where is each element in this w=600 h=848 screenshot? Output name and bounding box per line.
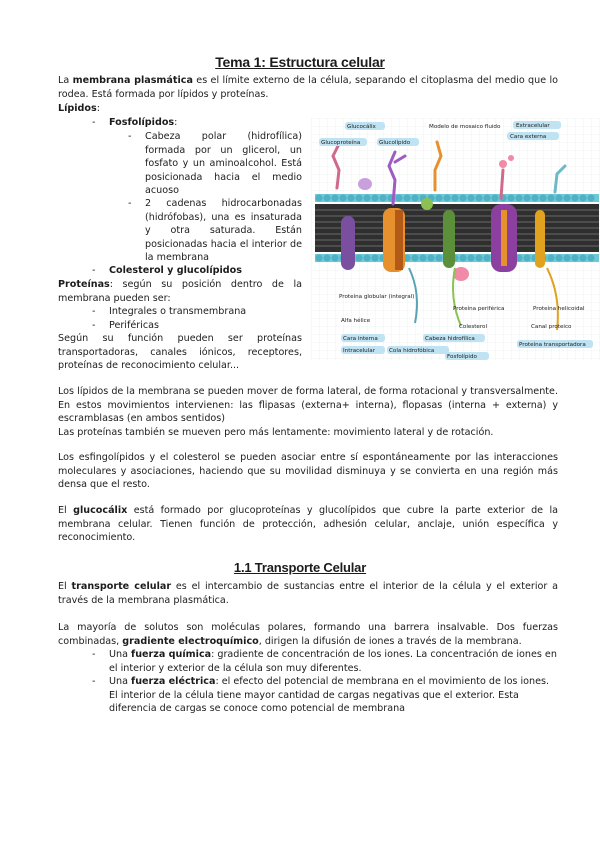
- proteinas-paragraph: [58, 278, 302, 305]
- glucocalix-paragraph: [58, 504, 558, 545]
- fosfolipidos-label-text: Fosfolípidos: [109, 117, 175, 128]
- section-title: 1.1 Transporte Celular: [233, 560, 367, 575]
- fuerza-rest: : el efecto del potencial de membrana en el movimiento de los iones. El interior de la célula tiene mayor cantidad de cargas negativas que el exterior. Esta diferencia de cargas se conoce como potencial de membrana: [109, 676, 550, 715]
- movimiento-paragraph: Los lípidos de la membrana se pueden mover de forma lateral, de forma rotacional y transversalmente. En estos movimientos intervienen: las flipasas (externa+ interna), flopasas (interna + externa) y escramblasas (en ambos sentidos): [58, 386, 558, 425]
- bullet-dash: -: [92, 265, 96, 276]
- fuerza-prefix: Una: [109, 649, 132, 660]
- glucocalix-prefix: El: [58, 505, 74, 516]
- bullet-dash: -: [92, 676, 96, 687]
- bullet-dash: -: [92, 320, 96, 331]
- fuerza-bold: fuerza química: [131, 649, 212, 660]
- bullet-dash: -: [128, 131, 132, 142]
- label-transportadora: Proteína transportadora: [519, 342, 586, 348]
- peripheral-protein-top: [358, 178, 372, 190]
- label-glucoproteina: Glucoproteína: [321, 140, 361, 146]
- intro-bold: membrana plasmática: [72, 75, 193, 86]
- intro-rest: es el límite externo de la célula, separando el citoplasma del medio que lo rodea. Está formada por lípidos y proteínas.: [58, 75, 559, 100]
- transporte-rest: es el intercambio de sustancias entre el interior de la célula y el exterior a través de la membrana plasmática.: [58, 581, 559, 606]
- label-proteina-helicoidal: Proteína helicoidal: [533, 306, 585, 312]
- transporte-paragraph: [58, 580, 558, 607]
- glucocalix-bold: glucocálix: [73, 505, 128, 516]
- bullet-dash: -: [92, 117, 96, 128]
- bullet-dash: -: [92, 306, 96, 317]
- proteina-item: Integrales o transmembrana: [109, 306, 247, 317]
- protein-channel-pore: [501, 210, 507, 266]
- lipid-bilayer: [315, 194, 599, 262]
- label-cara-interna: Cara interna: [343, 336, 378, 342]
- solutos-bold: gradiente electroquímico: [122, 635, 259, 647]
- intro-prefix: La: [58, 75, 73, 86]
- lipidos-colon: :: [96, 103, 100, 114]
- proteina-item: Periféricas: [109, 320, 159, 331]
- label-alfa-helice: Alfa hélice: [341, 318, 371, 324]
- fuerza-electrica-item: [109, 675, 559, 716]
- label-glucocalix: Glucocálix: [347, 124, 376, 130]
- solutos-rest: , dirigen la difusión de iones a través de la membrana.: [258, 635, 522, 647]
- colesterol-label: [109, 264, 242, 278]
- intro-paragraph: [58, 74, 558, 101]
- fosfolipidos-colon: :: [174, 117, 178, 128]
- transporte-bold: transporte celular: [71, 581, 172, 592]
- label-cara-externa: Cara externa: [510, 134, 547, 140]
- bullet-dash: -: [128, 198, 132, 209]
- lipidos-heading: [58, 102, 100, 116]
- membrane-figure: [311, 118, 600, 361]
- fuerza-rest: : gradiente de concentración de los iones. La concentración de iones en el interior y exterior de la célula son muy diferentes.: [109, 649, 557, 674]
- protein-purple-left: [341, 216, 355, 270]
- fosfolipido-item-head: Cabeza polar (hidrofílica) formada por un glicerol, un fosfato y un aminoalcohol. Está posicionada hacia el medio acuoso: [145, 131, 302, 197]
- cholesterol-mark: [421, 198, 433, 210]
- label-modelo: Modelo de mosaico fluido: [429, 124, 501, 130]
- label-fosfolipido: Fosfolípido: [447, 354, 477, 360]
- fuerza-bold: fuerza eléctrica: [131, 676, 216, 687]
- fuerza-prefix: Una: [109, 676, 132, 687]
- movimiento-proteinas: Las proteínas también se mueven pero más lentamente: movimiento lateral y de rotación.: [58, 427, 494, 438]
- label-cabeza: Cabeza hidrofílica: [425, 336, 475, 342]
- label-colesterol: Colesterol: [459, 324, 488, 330]
- colesterol-label-text: Colesterol y glucolípidos: [109, 265, 242, 276]
- solutos-text: La mayoría de solutos son moléculas polares, formando una barrera insalvable. Dos fuerzas combinadas,: [58, 622, 558, 647]
- fosfolipidos-label: [109, 116, 177, 130]
- label-glucolipido: Glucolípido: [379, 140, 411, 146]
- label-extracelular: Extracelular: [516, 123, 550, 129]
- lipidos-heading-text: Lípidos: [58, 103, 97, 114]
- proteinas-funcion: Según su función pueden ser proteínas transportadoras, canales iónicos, receptores, proteínas de reconocimiento celular...: [58, 333, 302, 372]
- label-intracelular: Intracelular: [343, 348, 376, 354]
- glucocalix-rest: está formado por glucoproteínas y glucolípidos que cubre la parte exterior de la membrana celular. Tienen función de protección, adhesión celular, anclaje, unión específica y reconocimiento.: [58, 505, 558, 544]
- esfingolipidos-paragraph: Los esfingolípidos y el colesterol se pueden asociar entre sí espontáneamente por las interacciones moleculares y asociaciones, haciendo que su movilidad disminuya y se convierta en una región más densa que el resto.: [58, 452, 558, 491]
- label-proteina-periferica: Proteína periférica: [453, 306, 505, 312]
- bullet-dash: -: [92, 649, 96, 660]
- proteinas-heading: Proteínas: [58, 279, 110, 290]
- protein-yellow: [535, 210, 545, 268]
- label-canal: Canal proteico: [531, 324, 572, 330]
- fluid-mosaic-diagram: [311, 118, 600, 361]
- solutos-paragraph: [58, 621, 558, 648]
- fosfolipido-item-tails: 2 cadenas hidrocarbonadas (hidrófobas), una es insaturada y otra saturada. Están posicionadas hacia el interior de la membrana: [145, 198, 302, 264]
- fuerza-quimica-item: [109, 648, 559, 675]
- transporte-prefix: El: [58, 581, 72, 592]
- label-proteina-globular: Proteína globular (integral): [339, 294, 415, 300]
- page-title: Tema 1: Estructura celular: [215, 54, 385, 70]
- protein-green-helix: [443, 210, 455, 268]
- proteinas-text: : según su posición dentro de la membrana pueden ser:: [58, 279, 302, 304]
- label-cola: Cola hidrofóbica: [389, 348, 435, 354]
- protein-orange-shade: [395, 210, 403, 270]
